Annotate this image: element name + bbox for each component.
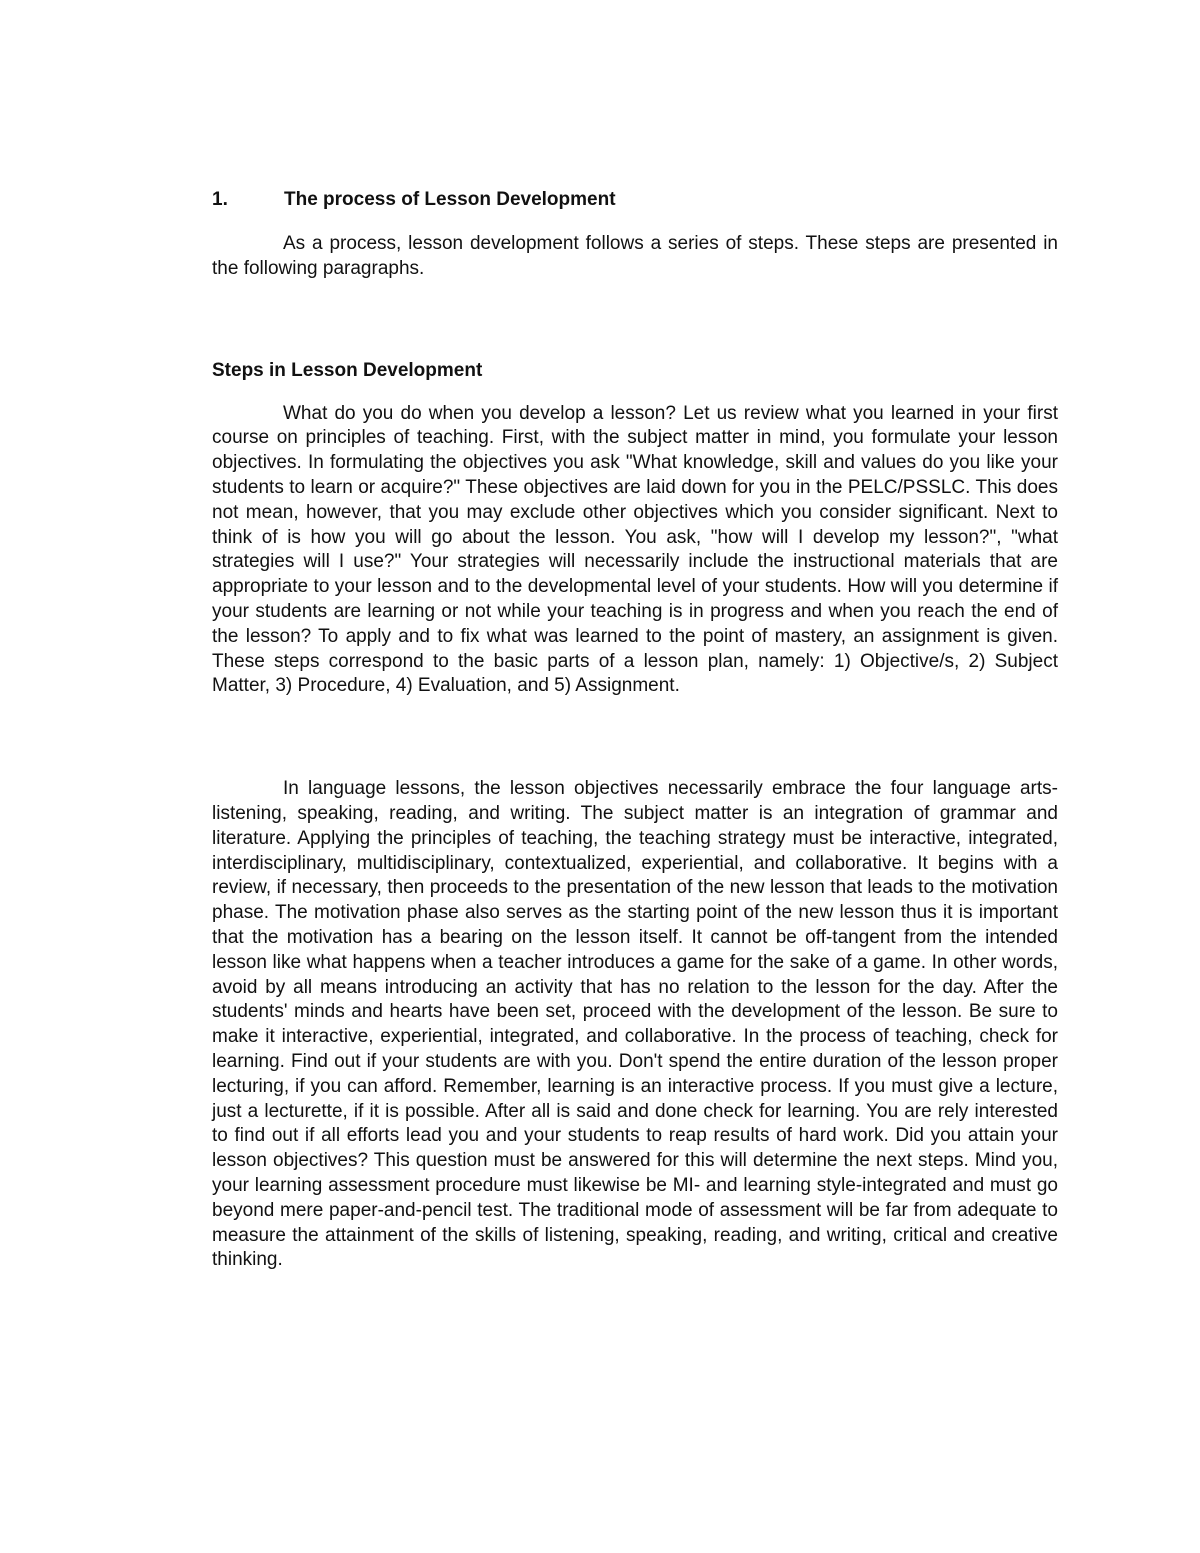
section-title: The process of Lesson Development: [284, 189, 616, 210]
steps-heading: Steps in Lesson Development: [212, 359, 483, 381]
document-page: [212, 188, 1058, 1273]
steps-paragraph: What do you do when you develop a lesson? Let us review what you learned in your first course on principles of teaching. First, with the subject matter in mind, you formulate your lesson objectives. In formulating the objectives you ask "What knowledge, skill and values do you like your students to learn or acquire?" These objectives are laid down for you in the PELC/PSSLC. This does not mean, however, that you may exclude other objectives which you consider significant. Next to think of is how you will go about the lesson. You ask, "how will I develop my lesson?", "what strategies will I use?" Your strategies will necessarily include the instructional materials that are appropriate to your lesson and to the developmental level of your students. How will you determine if your students are learning or not while your teaching is in progress and when you reach the end of the lesson? To apply and to fix what was learned to the point of mastery, an assignment is given. These steps correspond to the basic parts of a lesson plan, namely: 1) Objective/s, 2) Subject Matter, 3) Procedure, 4) Evaluation, and 5) Assignment.: [212, 402, 1058, 697]
section-number: 1.: [212, 189, 228, 210]
intro-paragraph: As a process, lesson development follows a series of steps. These steps are presented in the following paragraphs.: [212, 233, 1058, 279]
section-heading: [212, 188, 1058, 212]
language-lessons-paragraph: In language lessons, the lesson objectives necessarily embrace the four language arts- listening, speaking, reading, and writing. The subject matter is an integration of grammar and literature. Applying the principles of teaching, the teaching strategy must be interactive, integrated, interdisciplinary, multidisciplinary, contextualized, experiential, and collaborative. It begins with a review, if necessary, then proceeds to the presentation of the new lesson that leads to the motivation phase. The motivation phase also serves as the starting point of the new lesson thus it is important that the motivation has a bearing on the lesson itself. It cannot be off-tangent from the intended lesson like what happens when a teacher introduces a game for the sake of a game. In other words, avoid by all means introducing an activity that has no relation to the lesson for the day. After the students' minds and hearts have been set, proceed with the development of the lesson. Be sure to make it interactive, experiential, integrated, and collaborative. In the process of teaching, check for learning. Find out if your students are with you. Don't spend the entire duration of the lesson proper lecturing, if you can afford. Remember, learning is an interactive process. If you must give a lecture, just a lecturette, if it is possible. After all is said and done check for learning. You are rely interested to find out if all efforts lead you and your students to reap results of hard work. Did you attain your lesson objectives? This question must be answered for this will determine the next steps. Mind you, your learning assessment procedure must likewise be MI- and learning style-integrated and must go beyond mere paper-and-pencil test. The traditional mode of assessment will be far from adequate to measure the attainment of the skills of listening, speaking, reading, and writing, critical and creative thinking.: [212, 778, 1058, 1271]
